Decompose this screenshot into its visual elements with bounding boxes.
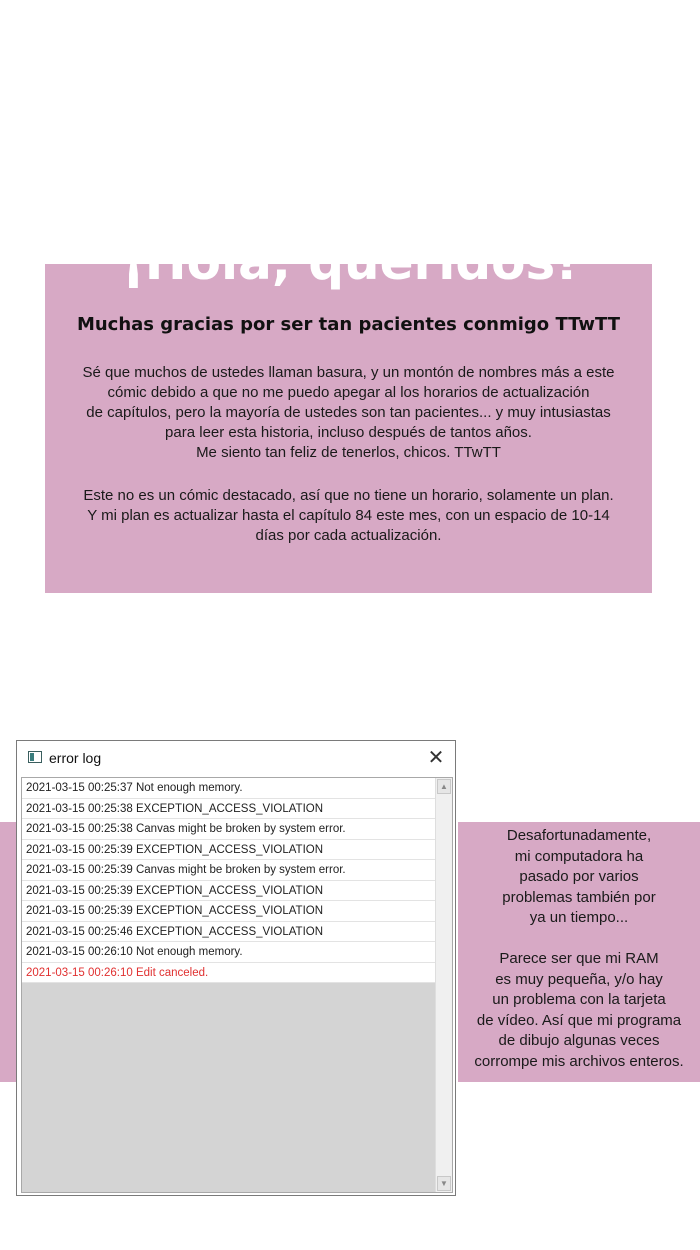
text-line: un problema con la tarjeta (492, 991, 666, 1008)
intro-paragraph-2 (45, 486, 652, 546)
log-entry[interactable]: 2021-03-15 00:25:39 EXCEPTION_ACCESS_VIOLATION (22, 840, 436, 861)
text-line: Este no es un cómic destacado, así que no tiene un horario, solamente un plan. (83, 487, 614, 504)
log-entry[interactable]: 2021-03-15 00:26:10 Not enough memory. (22, 942, 436, 963)
scroll-up-arrow-icon[interactable]: ▲ (437, 779, 451, 794)
log-entry[interactable]: 2021-03-15 00:25:39 Canvas might be broken by system error. (22, 860, 436, 881)
thanks-subtitle: Muchas gracias por ser tan pacientes conmigo TTwTT (76, 314, 621, 335)
text-line: problemas también por (502, 888, 656, 906)
text-line: cómic debido a que no me puedo apegar al los horarios de actualización (107, 384, 590, 401)
log-entry[interactable]: 2021-03-15 00:25:38 EXCEPTION_ACCESS_VIOLATION (22, 799, 436, 820)
text-line: Desafortunadamente, (506, 827, 652, 844)
vertical-scrollbar[interactable] (435, 778, 452, 1192)
side-note-paragraph-1 (458, 826, 700, 929)
text-line: de vídeo. Así que mi programa (476, 1011, 682, 1029)
text-line: mi computadora ha (514, 847, 644, 865)
text-line: Me siento tan feliz de tenerlos, chicos. TTwTT (196, 444, 501, 461)
greeting-heading: ¡Hola, queridos! (121, 233, 579, 291)
text-line: corrompe mis archivos enteros. (474, 1052, 684, 1070)
close-icon[interactable]: ✕ (427, 747, 445, 769)
log-rows (22, 778, 436, 983)
text-line: Sé que muchos de ustedes llaman basura, y un montón de nombres más a este (82, 364, 615, 381)
log-entry[interactable]: 2021-03-15 00:25:38 Canvas might be broken by system error. (22, 819, 436, 840)
intro-paragraph-1 (45, 363, 652, 463)
window-titlebar[interactable] (17, 741, 455, 775)
text-line: pasado por varios (519, 868, 639, 885)
error-log-list[interactable] (21, 777, 453, 1193)
text-line: ya un tiempo... (529, 909, 629, 926)
log-entry[interactable]: 2021-03-15 00:25:46 EXCEPTION_ACCESS_VIOLATION (22, 922, 436, 943)
text-line: es muy pequeña, y/o hay (495, 970, 663, 988)
error-log-window (16, 740, 456, 1196)
text-line: días por cada actualización. (255, 527, 442, 544)
text-line: de capítulos, pero la mayoría de ustedes son tan pacientes... y muy intusiastas (86, 404, 611, 421)
window-title: error log (49, 750, 102, 766)
log-entry[interactable]: 2021-03-15 00:26:10 Edit canceled. (22, 963, 436, 984)
side-note-paragraph-2 (458, 949, 700, 1072)
log-entry[interactable]: 2021-03-15 00:25:39 EXCEPTION_ACCESS_VIOLATION (22, 901, 436, 922)
text-line: Parece ser que mi RAM (499, 950, 659, 967)
text-line: Y mi plan es actualizar hasta el capítulo 84 este mes, con un espacio de 10-14 (87, 507, 610, 524)
scroll-down-arrow-icon[interactable]: ▼ (437, 1176, 451, 1191)
text-line: de dibujo algunas veces (498, 1032, 660, 1049)
log-entry[interactable]: 2021-03-15 00:25:37 Not enough memory. (22, 778, 436, 799)
app-window-icon (28, 751, 42, 763)
log-entry[interactable]: 2021-03-15 00:25:39 EXCEPTION_ACCESS_VIOLATION (22, 881, 436, 902)
text-line: para leer esta historia, incluso después de tantos años. (165, 424, 532, 441)
